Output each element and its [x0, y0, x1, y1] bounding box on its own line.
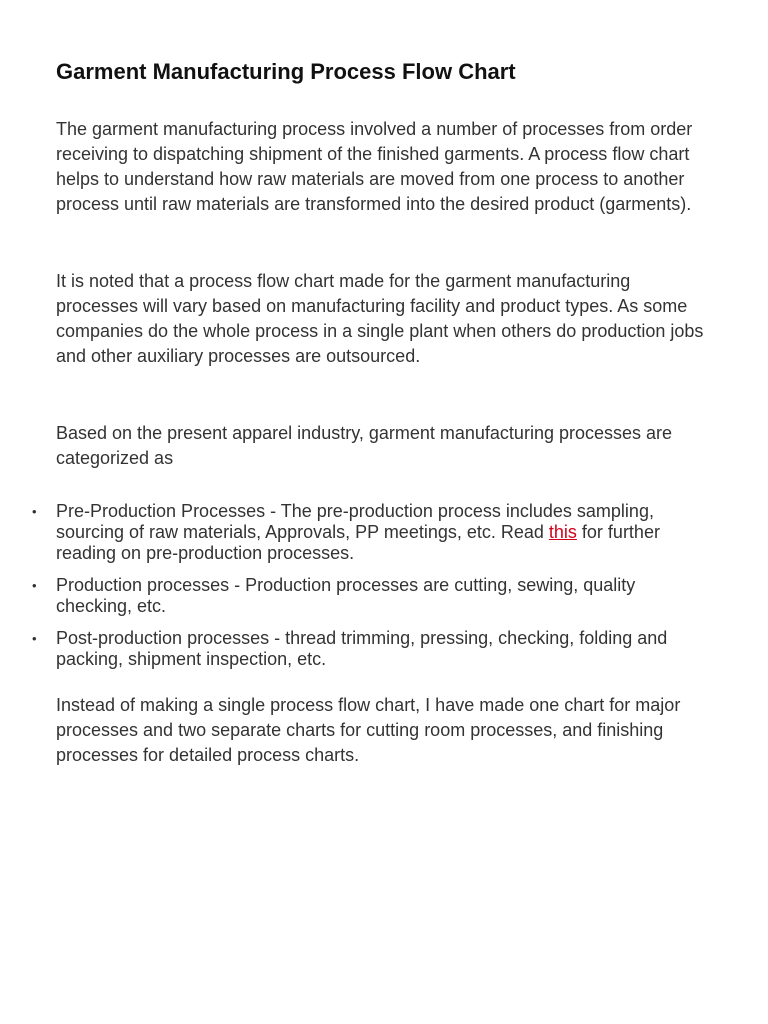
list-item-post-production — [56, 628, 716, 670]
post-production-text: Post-production processes - thread trimming, pressing, checking, folding and packing, shipment inspection, etc. — [56, 628, 668, 669]
article — [56, 0, 716, 768]
categories-paragraph: Based on the present apparel industry, garment manufacturing processes are categorized as — [56, 423, 673, 468]
list-item-pre-production — [56, 501, 716, 564]
pre-production-text-start: Pre-Production Processes - The pre-production process includes sampling, sourcing of raw materials, Approvals, PP meetings, etc. Read — [56, 501, 654, 542]
pre-production-text-end: for further reading on pre-production processes. — [56, 522, 660, 563]
list-item-production — [56, 575, 716, 617]
pre-production-link[interactable]: this — [548, 522, 577, 542]
closing-paragraph: Instead of making a single process flow chart, I have made one chart for major processes and two separate charts for cutting room processes, and finishing processes for detailed process charts. — [56, 695, 681, 765]
page-title: Garment Manufacturing Process Flow Chart — [56, 59, 516, 84]
production-text: Production processes - Production processes are cutting, sewing, quality checking, etc. — [56, 575, 636, 616]
variation-paragraph: It is noted that a process flow chart made for the garment manufacturing processes will vary based on manufacturing facility and product types. As some companies do the whole process in a single plant when others do production jobs and other auxiliary processes are outsourced. — [56, 271, 704, 366]
process-category-list — [56, 501, 716, 670]
intro-paragraph: The garment manufacturing process involved a number of processes from order receiving to dispatching shipment of the finished garments. A process flow chart helps to understand how raw materials are moved from one process to another process until raw materials are transformed into the desired product (garments). — [56, 119, 693, 214]
